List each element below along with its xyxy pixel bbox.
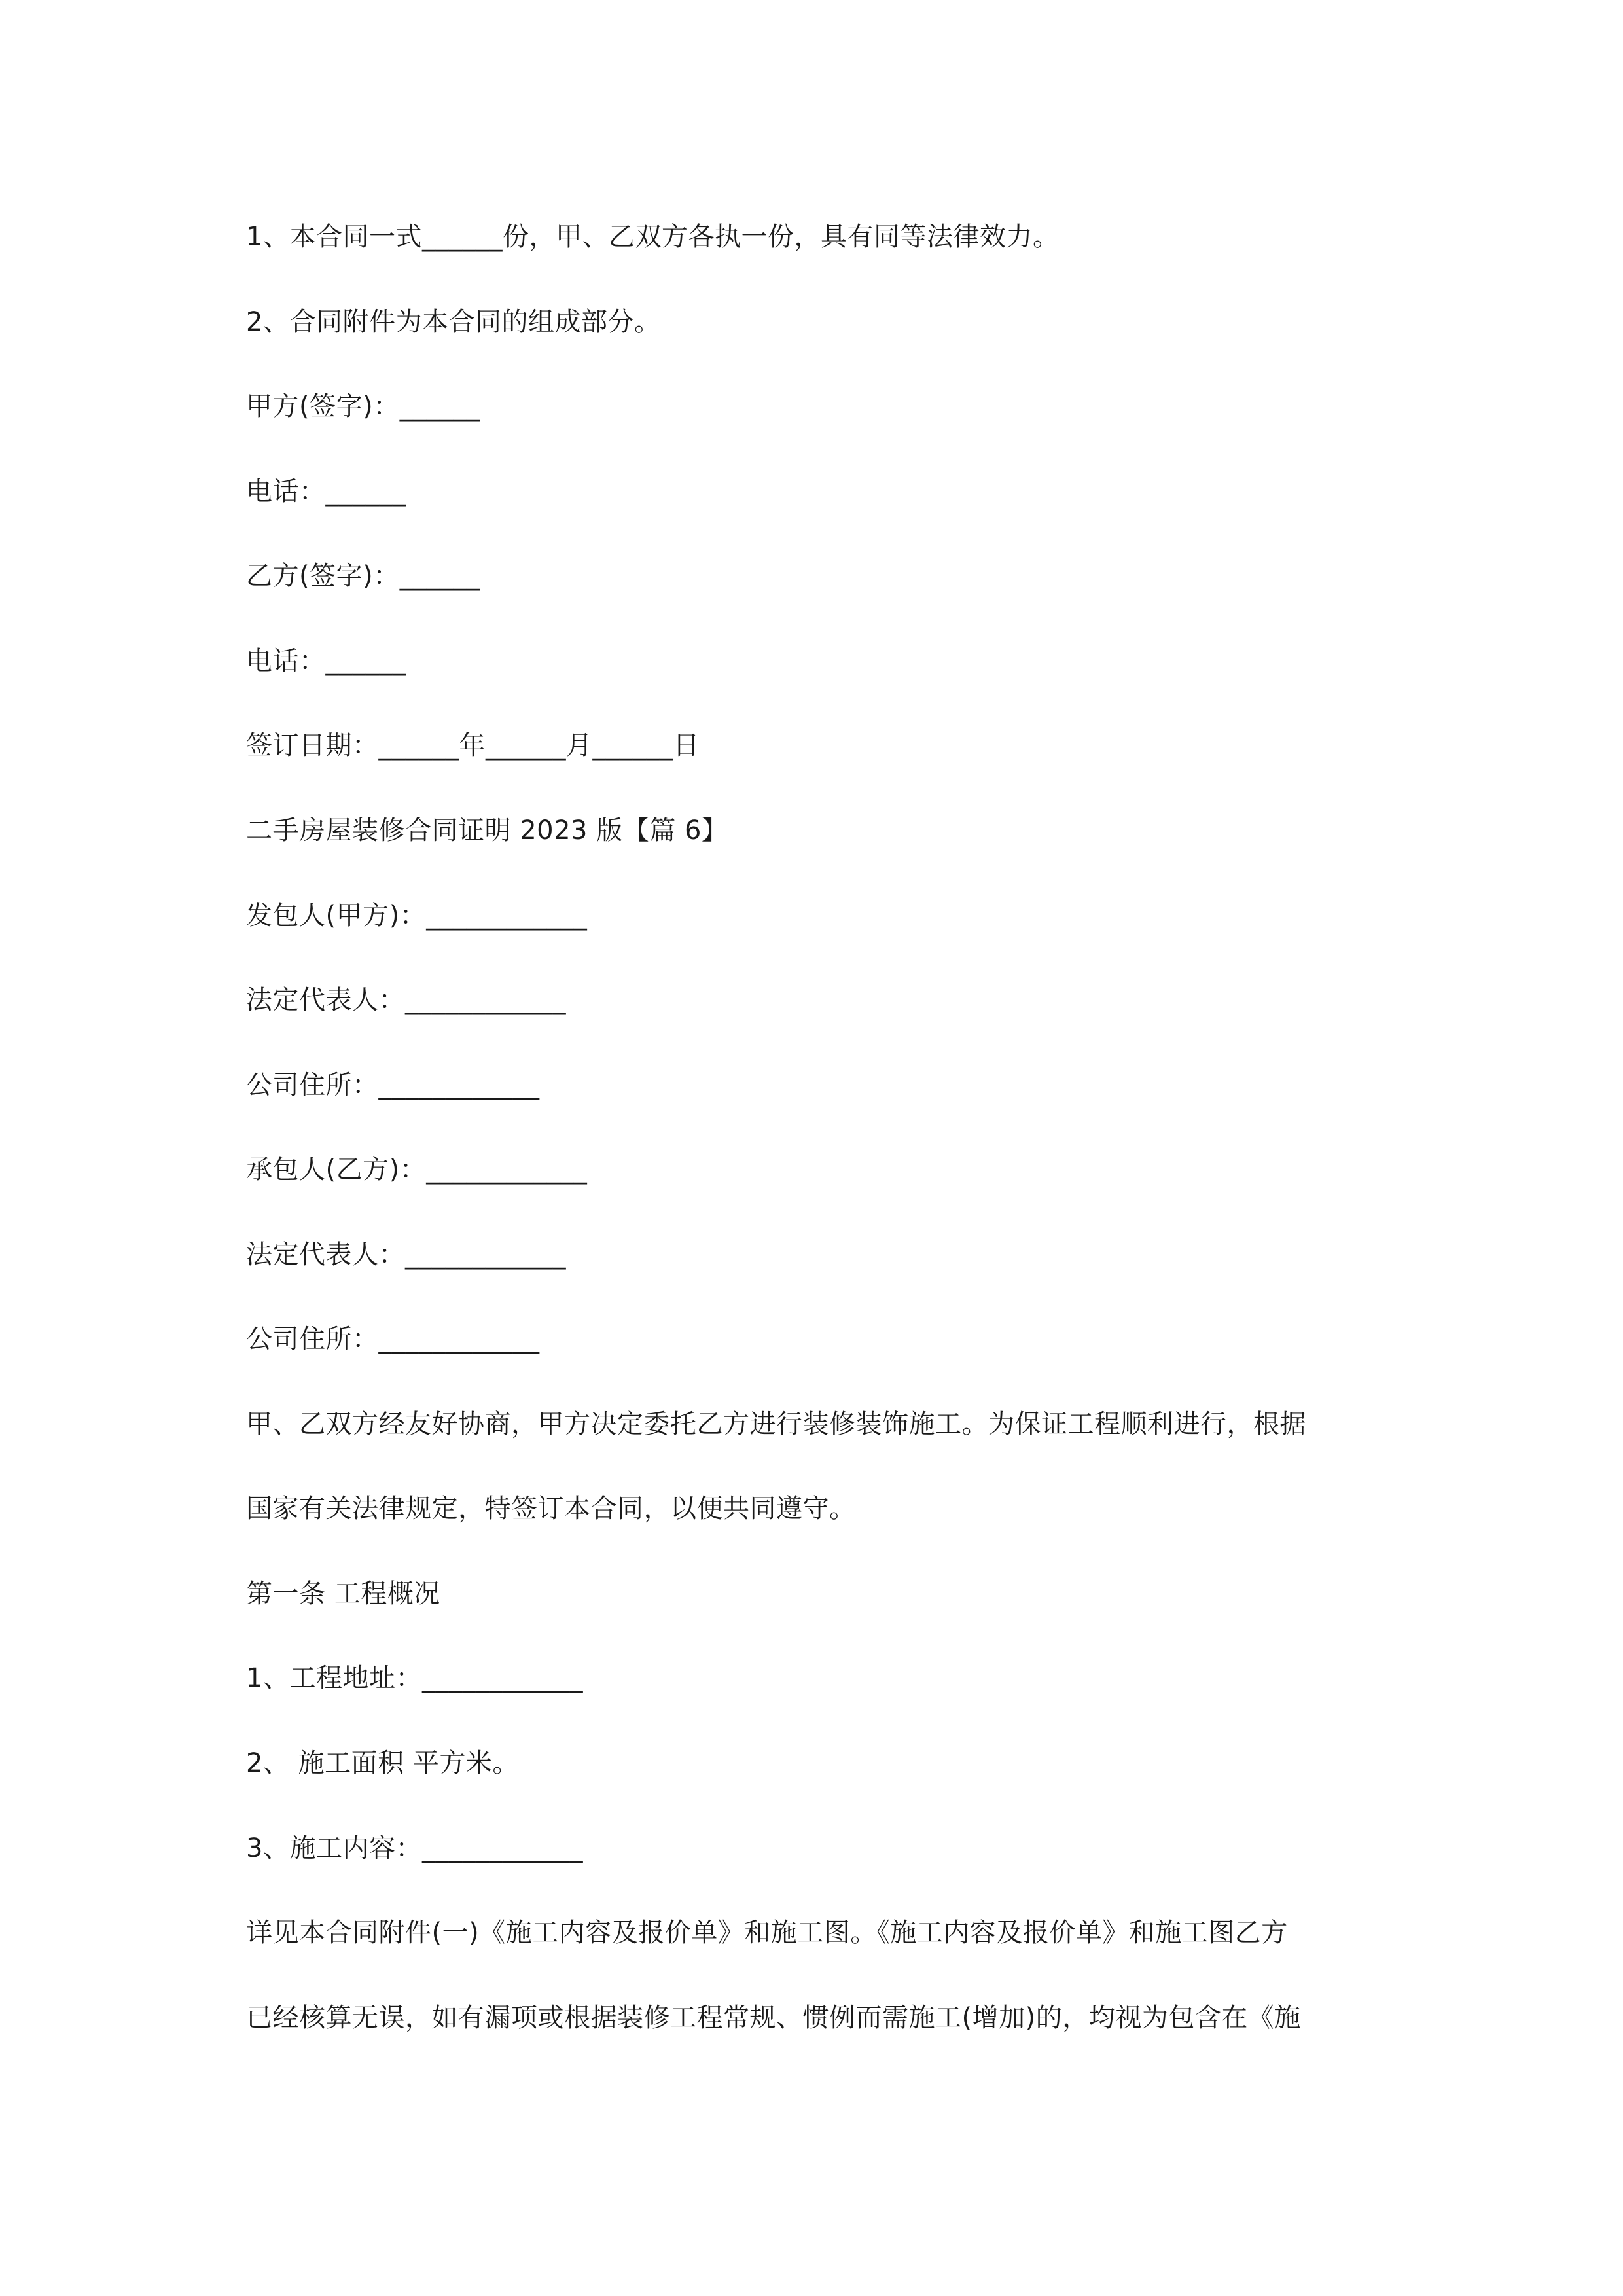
party-b-signature: 乙方(签字)：______ — [246, 561, 480, 591]
preamble-line-2: 国家有关法律规定，特签订本合同，以便共同遵守。 — [246, 1494, 856, 1524]
article-1-heading: 第一条 工程概况 — [246, 1579, 440, 1609]
construction-area: 2、 施工面积 平方米。 — [246, 1748, 519, 1778]
party-a-signature: 甲方(签字)：______ — [246, 391, 480, 422]
contractor-field: 承包人(乙方)：____________ — [246, 1155, 588, 1185]
signing-date: 签订日期：______年______月______日 — [246, 730, 700, 761]
employer-legal-rep: 法定代表人：____________ — [246, 985, 566, 1015]
preamble-line-1: 甲、乙双方经友好协商，甲方决定委托乙方进行装修装饰施工。为保证工程顺利进行，根据 — [246, 1409, 1306, 1439]
party-a-phone: 电话：______ — [246, 476, 406, 507]
construction-content: 3、施工内容：____________ — [246, 1833, 583, 1863]
party-b-phone: 电话：______ — [246, 646, 406, 676]
details-line-1: 详见本合同附件(一)《施工内容及报价单》和施工图。《施工内容及报价单》和施工图乙方 — [246, 1918, 1288, 1948]
clause-copies: 1、本合同一式______份，甲、乙双方各执一份，具有同等法律效力。 — [246, 222, 1060, 252]
contractor-address: 公司住所：____________ — [246, 1324, 540, 1354]
contractor-legal-rep: 法定代表人：____________ — [246, 1240, 566, 1270]
employer-address: 公司住所：____________ — [246, 1070, 540, 1100]
project-address: 1、工程地址：____________ — [246, 1663, 583, 1693]
section-title: 二手房屋装修合同证明 2023 版【篇 6】 — [246, 816, 728, 846]
employer-field: 发包人(甲方)：____________ — [246, 901, 588, 931]
clause-attachments: 2、合同附件为本合同的组成部分。 — [246, 307, 661, 337]
details-line-2: 已经核算无误，如有漏项或根据装修工程常规、惯例而需施工(增加)的，均视为包含在《施 — [246, 2003, 1301, 2033]
